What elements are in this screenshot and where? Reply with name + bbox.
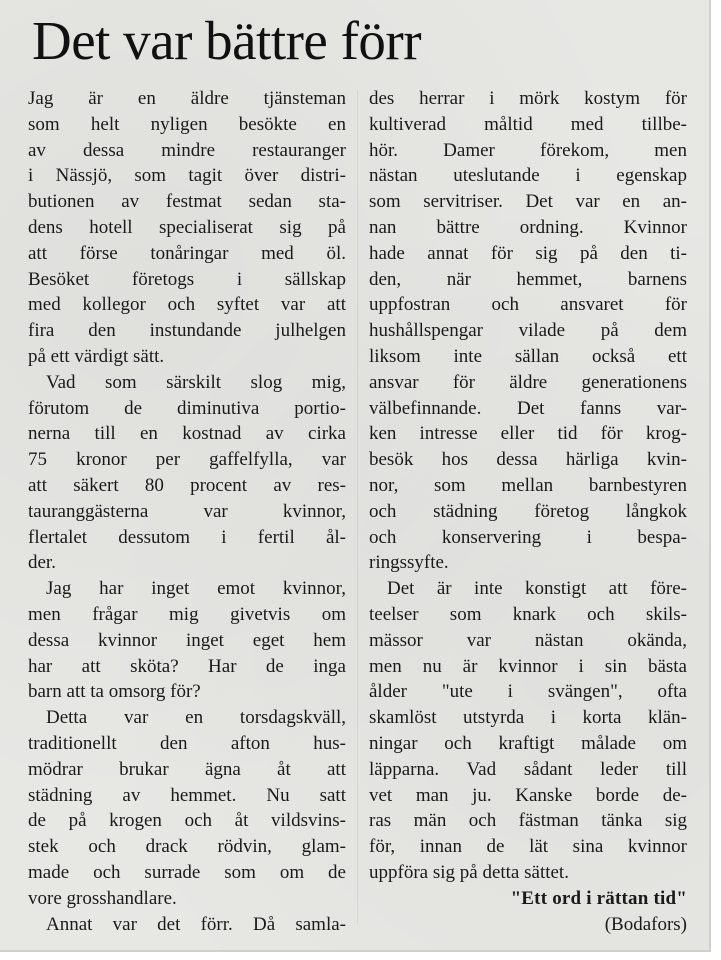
left_column-line: men frågar mig givetvis om (28, 603, 346, 625)
left_column-line: flertalet dessutom i fertil ål- (28, 526, 346, 548)
left_column-line: vore grosshandlare. (28, 887, 177, 909)
right_column-line: des herrar i mörk kostym för (369, 88, 687, 109)
left_column-line: traditionellt den afton hus- (28, 732, 346, 754)
right_column-line: kultiverad måltid med tillbe- (369, 113, 687, 135)
left_column-line: de på krogen och åt vildsvins- (28, 810, 346, 832)
right_column-line: hushållspengar vilade på dem (369, 320, 687, 342)
left_column-line: på ett värdigt sätt. (28, 345, 165, 367)
letter-location: (Bodafors) (604, 913, 687, 935)
right_column-line: mässor var nästan okända, (369, 629, 687, 651)
left_column-line: Annat var det förr. Då samla- (46, 913, 346, 935)
left_column-line: förutom de diminutiva portio- (28, 397, 346, 419)
left_column-line: stek och drack rödvin, glam- (28, 836, 346, 858)
left_column-line: dens hotell specialiserat sig på (28, 216, 346, 238)
article-headline: Det var bättre förr (32, 10, 422, 71)
right_column-line: vet man ju. Kanske borde de- (369, 784, 687, 806)
left_column-line: made och surrade som om de (28, 861, 346, 883)
left_column-line: fira den instundande julhelgen (28, 320, 346, 342)
letter-signature: "Ett ord i rättan tid" (510, 887, 687, 909)
left_column-line: tauranggästerna var kvinnor, (28, 500, 346, 522)
right_column-line: men nu är kvinnor i sin bästa (369, 655, 687, 677)
right_column-line: skamlöst utstyrda i korta klän- (369, 707, 687, 729)
left_column-line: har att sköta? Har de inga (28, 655, 346, 677)
right_column-line: hör. Damer förekom, men (369, 139, 687, 161)
right_column-line: ras män och fästman tänka sig (369, 810, 687, 832)
right_column-line: för, innan de lät sina kvinnor (369, 836, 687, 858)
left_column-line: att förse tonåringar med öl. (28, 242, 346, 264)
right_column-line: läpparna. Vad sådant leder till (369, 758, 687, 780)
left_column-line: dessa kvinnor inget eget hem (28, 629, 346, 651)
right_column-line: nor, som mellan barnbestyren (369, 474, 687, 496)
left_column-line: Jag är en äldre tjänsteman (28, 88, 346, 109)
left_column-line: 75 kronor per gaffelfylla, var (28, 449, 346, 471)
right_column-line: uppföra sig på detta sättet. (369, 861, 569, 883)
left_column-line: der. (28, 552, 56, 574)
right_column-line: ningar och kraftigt målade om (369, 732, 687, 754)
article-right-column (369, 86, 687, 937)
right_column-line: och konservering i bespa- (369, 526, 687, 548)
right_column-line: Det är inte konstigt att före- (387, 578, 687, 600)
right_column-line: hade annat för sig på den ti- (369, 242, 687, 264)
right_column-line: den, när hemmet, barnens (369, 268, 687, 290)
left_column-line: nerna till en kostnad av cirka (28, 423, 346, 445)
column-divider (357, 90, 358, 925)
left_column-line: Besöket företogs i sällskap (28, 268, 346, 290)
left_column-line: butionen av festmat sedan sta- (28, 191, 346, 213)
left_column-line: att säkert 80 procent av res- (28, 474, 346, 496)
right_column-line: och städning företog långkok (369, 500, 687, 522)
right_column-line: uppfostran och ansvaret för (369, 294, 687, 316)
right_column-line: ansvar för äldre generationens (369, 371, 687, 393)
left_column-line: med kollegor och syftet var att (28, 294, 346, 316)
right-column-lines (369, 86, 687, 886)
left_column-line: städning av hemmet. Nu satt (28, 784, 346, 806)
right_column-line: nan bättre ordning. Kvinnor (369, 216, 687, 238)
right_column-line: som servitriser. Det var en an- (369, 191, 687, 213)
right_column-line: besök hos dessa härliga kvin- (369, 449, 687, 471)
left_column-line: barn att ta omsorg för? (28, 681, 201, 703)
right_column-line: liksom inte sällan också ett (369, 345, 687, 367)
left_column-line: mödrar brukar ägna åt att (28, 758, 346, 780)
right_column-line: teelser som knark och skils- (369, 603, 687, 625)
left_column-line: Detta var en torsdagskväll, (46, 707, 346, 729)
left_column-line: Vad som särskilt slog mig, (46, 371, 346, 393)
left_column-line: av dessa mindre restauranger (28, 139, 346, 161)
article-left-column (28, 86, 346, 937)
left_column-line: Jag har inget emot kvinnor, (46, 578, 346, 600)
right_column-line: nästan uteslutande i egenskap (369, 165, 687, 187)
right_column-line: ålder "ute i svängen", ofta (369, 681, 687, 703)
right_column-line: ken intresse eller tid för krog- (369, 423, 687, 445)
right_column-line: välbefinnande. Det fanns var- (369, 397, 687, 419)
left_column-line: i Nässjö, som tagit över distri- (28, 165, 346, 187)
left_column-line: som helt nyligen besökte en (28, 113, 346, 135)
right_column-line: ringssyfte. (369, 552, 449, 574)
